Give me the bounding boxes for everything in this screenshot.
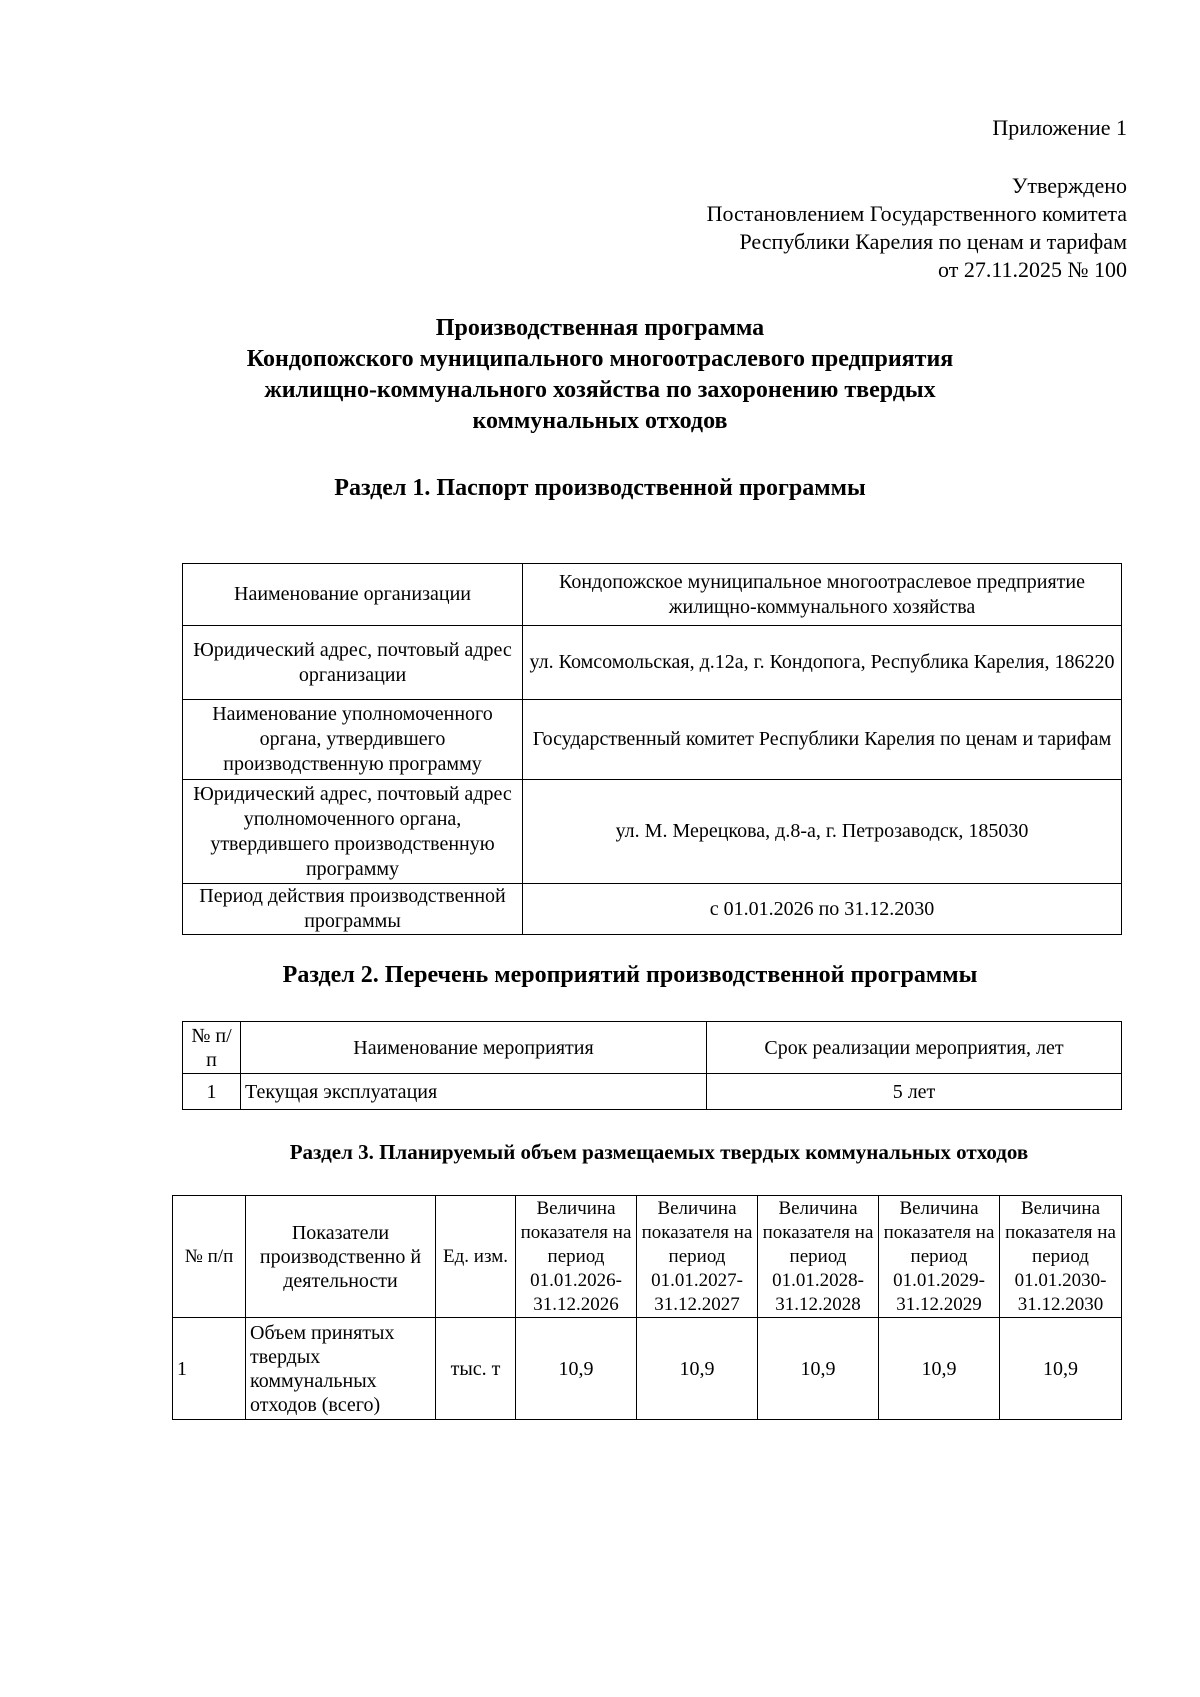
period-value: 10,9 [1000, 1318, 1122, 1420]
period-value: 10,9 [637, 1318, 758, 1420]
passport-label: Наименование организации [183, 564, 523, 626]
passport-value: ул. Комсомольская, д.12а, г. Кондопога, Республика Карелия, 186220 [523, 626, 1122, 700]
passport-label: Юридический адрес, почтовый адрес организации [183, 626, 523, 700]
volume-table [172, 1195, 1122, 1420]
approval-line: Республики Карелия по ценам и тарифам [739, 229, 1127, 254]
table-row [173, 1196, 1122, 1318]
measure-name: Текущая эксплуатация [241, 1074, 707, 1110]
passport-value: Кондопожское муниципальное многоотраслевое предприятие жилищно-коммунального хозяйства [523, 564, 1122, 626]
column-header: № п/п [173, 1196, 246, 1318]
approval-line: Утверждено [1011, 173, 1127, 198]
passport-value: ул. М. Мерецкова, д.8-а, г. Петрозаводск, 185030 [523, 780, 1122, 884]
column-header: Наименование мероприятия [241, 1022, 707, 1074]
section2-heading: Раздел 2. Перечень мероприятий производственной программы [282, 962, 978, 988]
column-header: Ед. изм. [436, 1196, 516, 1318]
period-value: 10,9 [758, 1318, 879, 1420]
table-row [183, 1074, 1122, 1110]
table-row [173, 1318, 1122, 1420]
column-header: Величина показателя на период 01.01.2029-31.12.2029 [879, 1196, 1000, 1318]
table-row [183, 700, 1122, 780]
passport-value: Государственный комитет Республики Карелия по ценам и тарифам [523, 700, 1122, 780]
table-row [183, 564, 1122, 626]
indicator-name: Объем принятых твердых коммунальных отходов (всего) [246, 1318, 436, 1420]
approval-line: Постановлением Государственного комитета [706, 201, 1127, 226]
passport-label: Период действия производственной программы [183, 884, 523, 935]
column-header: Величина показателя на период 01.01.2027-31.12.2027 [637, 1196, 758, 1318]
column-header: Величина показателя на период 01.01.2026-31.12.2026 [516, 1196, 637, 1318]
passport-label: Юридический адрес, почтовый адрес уполномоченного органа, утвердившего производственную программу [183, 780, 523, 884]
table-row [183, 780, 1122, 884]
row-number: 1 [183, 1074, 241, 1110]
table-row [183, 626, 1122, 700]
measure-term: 5 лет [707, 1074, 1122, 1110]
period-value: 10,9 [879, 1318, 1000, 1420]
passport-value: с 01.01.2026 по 31.12.2030 [523, 884, 1122, 935]
approval-line: от 27.11.2025 № 100 [938, 257, 1127, 282]
title-line: Кондопожского муниципального многоотраслевого предприятия [246, 346, 954, 372]
title-line: жилищно-коммунального хозяйства по захоронению твердых [264, 377, 936, 403]
table-row [183, 884, 1122, 935]
column-header: Показатели производственно й деятельности [246, 1196, 436, 1318]
table-row [183, 1022, 1122, 1074]
section1-heading: Раздел 1. Паспорт производственной программы [334, 475, 866, 501]
measures-table [182, 1021, 1122, 1110]
row-number: 1 [173, 1318, 246, 1420]
passport-label: Наименование уполномоченного органа, утвердившего производственную программу [183, 700, 523, 780]
title-line: Производственная программа [435, 315, 765, 341]
appendix-label: Приложение 1 [992, 115, 1127, 140]
approval-block [580, 172, 1127, 284]
column-header: Срок реализации мероприятия, лет [707, 1022, 1122, 1074]
title-line: коммунальных отходов [472, 408, 728, 434]
document-title [120, 313, 1080, 437]
column-header: Величина показателя на период 01.01.2030-31.12.2030 [1000, 1196, 1122, 1318]
unit: тыс. т [436, 1318, 516, 1420]
period-value: 10,9 [516, 1318, 637, 1420]
section3-heading: Раздел 3. Планируемый объем размещаемых твердых коммунальных отходов [289, 1140, 1029, 1164]
column-header: № п/п [183, 1022, 241, 1074]
passport-table [182, 563, 1122, 935]
column-header: Величина показателя на период 01.01.2028-31.12.2028 [758, 1196, 879, 1318]
